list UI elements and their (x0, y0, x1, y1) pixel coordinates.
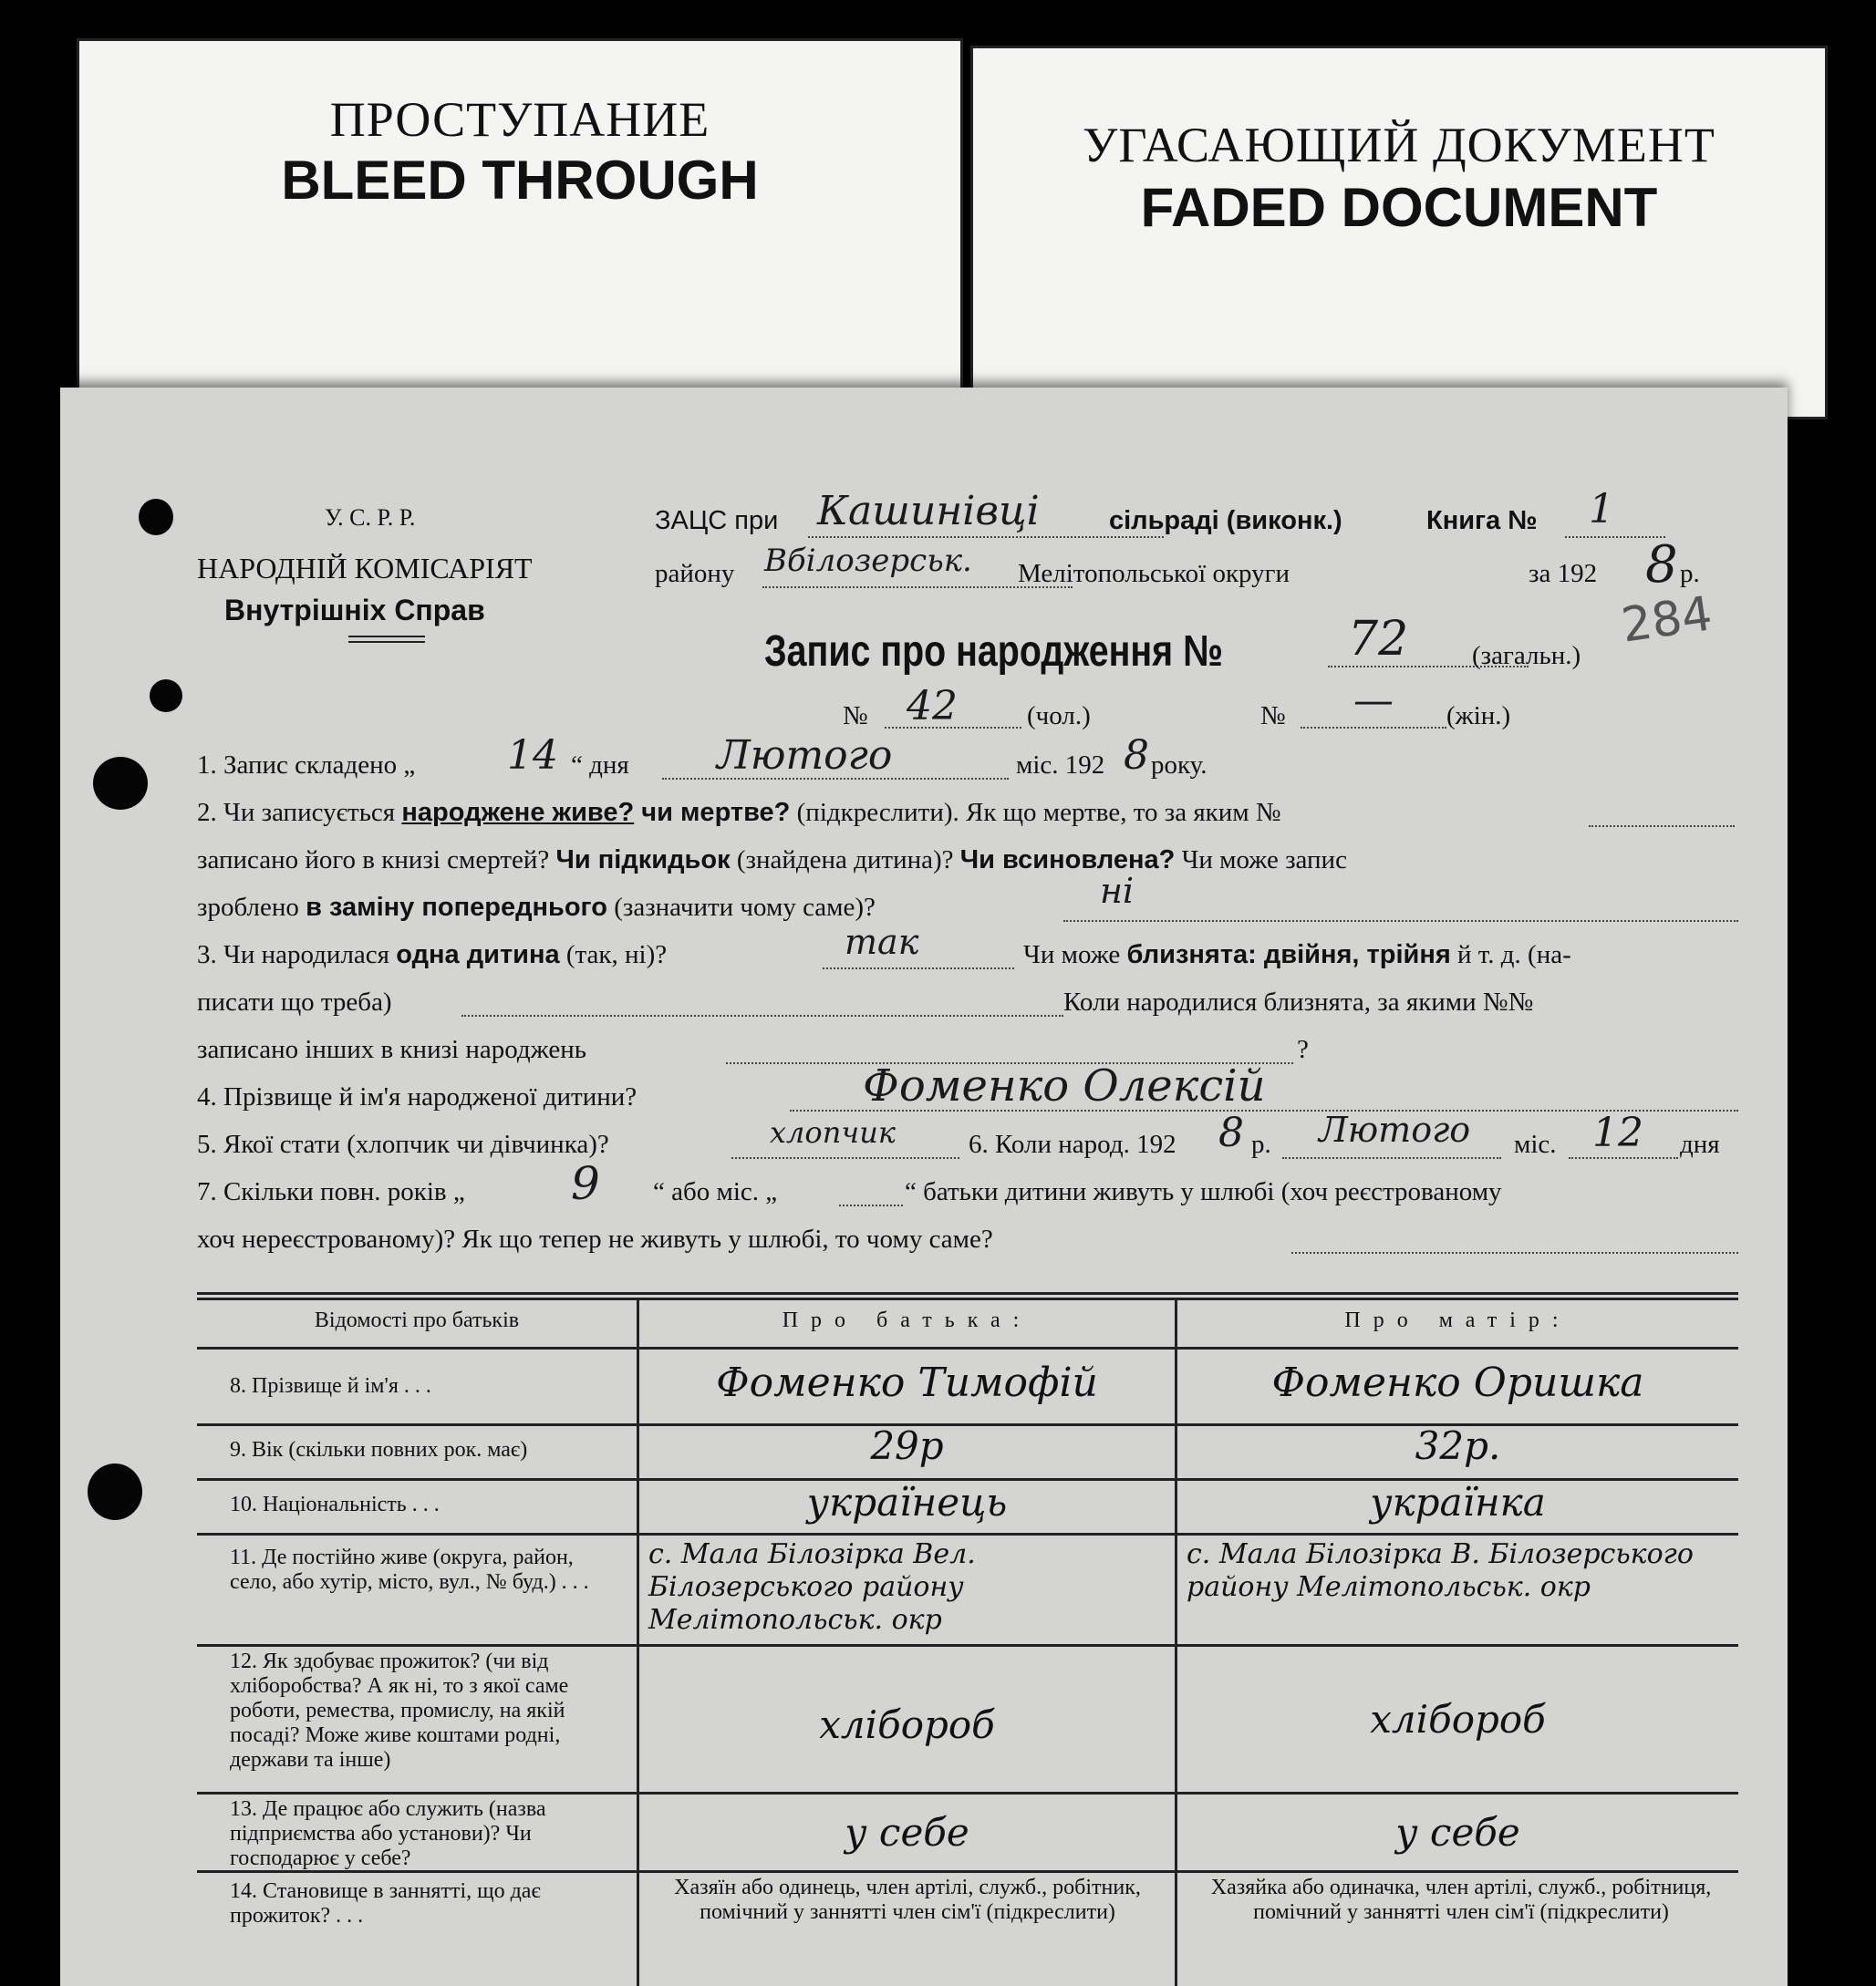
item-7-line1b: “ або міс. „ (653, 1177, 778, 1206)
zacs-suffix: сільраді (виконк.) (1109, 506, 1342, 535)
item-2-adopted: Чи всиновлена? (959, 845, 1176, 874)
field-line (839, 1205, 903, 1206)
father-nationality: українець (806, 1480, 1008, 1525)
table-top-border (197, 1298, 1738, 1300)
field-line (731, 1157, 959, 1159)
ussr-label: У. С. Р. Р. (325, 504, 416, 531)
father-name: Фоменко Тимофій (716, 1360, 1098, 1406)
item-2-text: (зазначити чому саме)? (606, 893, 876, 922)
table-row-border (197, 1792, 1738, 1795)
father-occupation: хлібороб (819, 1702, 995, 1747)
table-top-border (197, 1292, 1738, 1295)
father-employment-status: Хазяїн або одинець, член артілі, служб., робітник, помічний у заннятті член сім'ї (підкреслити) (674, 1876, 1141, 1924)
mother-name: Фоменко Оришка (1271, 1360, 1644, 1406)
item-2-line1 (197, 798, 1281, 828)
item-6-mis: міс. (1514, 1130, 1557, 1159)
item-1-day: 14 (507, 732, 558, 779)
table-header-mother: Про матір: (1344, 1308, 1571, 1332)
item-2-dead: чи мертве? (634, 798, 791, 827)
zacs-value: Кашинівці (817, 488, 1040, 534)
year-suffix: р. (1680, 559, 1700, 588)
table-header-father: Про батька: (782, 1308, 1032, 1332)
punch-hole (88, 1464, 142, 1520)
divider (348, 641, 425, 643)
book-value: 1 (1589, 486, 1614, 533)
item-6-r: р. (1251, 1130, 1271, 1159)
record-number-suffix: (загальн.) (1472, 641, 1581, 670)
field-line (1589, 825, 1735, 827)
item-3-text: 3. Чи народилася (197, 940, 397, 969)
punch-hole (150, 679, 182, 712)
card-ru-label: УГАСАЮЩИЙ ДОКУМЕНТ (1083, 118, 1715, 172)
table-row-label: 8. Прізвище й ім'я . . . (230, 1374, 431, 1398)
child-name: Фоменко Олексій (863, 1060, 1266, 1112)
father-age: 29р (870, 1423, 944, 1468)
table-header-info: Відомості про батьків (314, 1308, 520, 1332)
birth-record-form (60, 388, 1788, 1986)
no-label-2: № (1260, 701, 1286, 730)
bleed-through-card (77, 38, 963, 412)
field-line (1291, 1252, 1738, 1254)
table-row-label: 11. Де постійно живе (округа, район, село, або хутір, місто, вул., № буд.) . . . (230, 1546, 589, 1594)
item-3-line2a: писати що треба) (197, 988, 392, 1017)
field-line (1301, 727, 1446, 729)
item-1-year: 8 (1124, 732, 1149, 779)
table-header-border (197, 1347, 1738, 1350)
ministry-label: Внутрішніх Справ (224, 594, 485, 626)
item-2-text: Чи може запис (1175, 845, 1347, 874)
no-label: № (843, 701, 868, 730)
field-line (808, 536, 1164, 538)
mother-workplace: у себе (1395, 1810, 1520, 1855)
field-line (823, 967, 1014, 969)
item-1-month: Лютого (717, 732, 893, 779)
table-row-label: 13. Де працює або служить (назва підприємства або установи)? Чи господарює у себе? (230, 1797, 546, 1870)
father-workplace: у себе (845, 1810, 969, 1855)
raion-label: району (655, 559, 735, 588)
item-2-alive: народжене живе? (401, 798, 635, 827)
table-row-border (197, 1533, 1738, 1536)
year-value: 8 (1645, 535, 1678, 595)
child-sex: хлопчик (770, 1115, 896, 1150)
item-1-b: “ дня (571, 750, 629, 780)
marriage-years: 9 (571, 1157, 600, 1210)
item-2-replace: в заміну попереднього (306, 893, 607, 922)
item-2-foundling: Чи підкидьок (555, 845, 731, 874)
year-label: за 192 (1529, 559, 1598, 588)
female-number: — (1353, 678, 1394, 724)
record-number: 72 (1348, 612, 1409, 667)
item-3-twins: близнята: двійня, трійня (1126, 940, 1451, 969)
item-2-text: 2. Чи записується (197, 798, 402, 827)
item-2-text: записано його в книзі смертей? (197, 845, 556, 874)
item-2-text: (підкреслити). Як що мертве, то за яким № (790, 798, 1281, 827)
item-3-text: (так, ні)? (559, 940, 668, 969)
mother-age: 32р. (1415, 1423, 1501, 1468)
item-1-d: року. (1151, 750, 1207, 780)
item-7-line1a: 7. Скільки повн. років „ (197, 1177, 465, 1206)
item-3-text: Чи може (1023, 940, 1127, 969)
male-number: 42 (907, 683, 958, 729)
item-5-label: 5. Якої стати (хлопчик чи дівчинка)? (197, 1130, 609, 1159)
book-label: Книга № (1426, 506, 1538, 535)
birth-month: Лютого (1319, 1110, 1471, 1150)
table-row-border (197, 1644, 1738, 1647)
faded-document-card (970, 46, 1828, 419)
item-3-value: так (845, 922, 919, 962)
punch-hole (93, 757, 148, 810)
father-residence: с. Мала Білозірка Вел. Білозерського району Мелітопольськ. окр (648, 1538, 976, 1636)
mother-occupation: хлібороб (1370, 1697, 1546, 1742)
punch-hole (139, 499, 173, 535)
commissariat-label: НАРОДНІЙ КОМІСАРІЯТ (197, 552, 533, 584)
item-7-line2: хоч нереєстрованому)? Як що тепер не живуть у шлюбі, то чому саме? (197, 1225, 993, 1254)
raion-value: Вбілозерськ. (764, 543, 972, 579)
item-3-line1 (197, 940, 667, 970)
divider (348, 636, 425, 637)
item-1-c: міс. 192 (1016, 750, 1105, 780)
item-6-dnya: дня (1680, 1130, 1720, 1159)
card-en-label: BLEED THROUGH (281, 150, 759, 211)
zacs-label: ЗАЦС при (655, 506, 779, 535)
item-6-label: 6. Коли народ. 192 (969, 1130, 1176, 1159)
item-3-single: одна дитина (396, 940, 560, 969)
item-3-text: й т. д. (на- (1450, 940, 1571, 969)
item-2-line3 (197, 893, 876, 923)
birth-day: 12 (1592, 1110, 1643, 1156)
item-4-label: 4. Прізвище й ім'я народженої дитини? (197, 1082, 637, 1112)
item-2-text: (знайдена дитина)? (730, 845, 960, 874)
mother-employment-status: Хазяйка або одиначка, член артілі, служб., робітниця, помічний у заннятті член сім'ї (підкреслити) (1210, 1876, 1712, 1924)
record-title: Запис про народження № (764, 627, 1223, 676)
item-1-a: 1. Запис складено „ (197, 750, 416, 780)
female-label: (жін.) (1446, 701, 1511, 730)
item-2-line2 (197, 845, 1347, 875)
field-line (1282, 1157, 1501, 1159)
okrug-label: Мелітопольської округи (1018, 559, 1290, 588)
mother-nationality: українка (1370, 1480, 1546, 1525)
table-row-label: 10. Національність . . . (230, 1493, 440, 1516)
item-3-line1b (1023, 940, 1571, 970)
field-line (461, 1015, 1063, 1017)
item-7-line1c: “ батьки дитини живуть у шлюбі (хоч реєстрованому (905, 1177, 1502, 1206)
field-line (1569, 1157, 1678, 1159)
card-ru-label: ПРОСТУПАНИЕ (329, 92, 710, 147)
table-row-label: 9. Вік (скільки повних рок. має) (230, 1438, 528, 1462)
mother-residence: с. Мала Білозірка В. Білозерського району Мелітопольськ. окр (1187, 1538, 1694, 1603)
birth-year: 8 (1218, 1110, 1244, 1156)
item-2-value: ні (1100, 871, 1135, 911)
item-3-line2b: Коли народилися близнята, за якими №№ (1063, 988, 1534, 1017)
item-2-text: зроблено (197, 893, 306, 922)
table-row-label: 12. Як здобуває прожиток? (чи від хліборобства? А як ні, то з якої саме роботи, ремества, промислу, на якій посаді? Може живе коштами родні, держави та інше) (230, 1650, 569, 1772)
item-3-line3b: ? (1297, 1035, 1309, 1064)
field-line (1063, 920, 1738, 922)
male-label: (чол.) (1027, 701, 1091, 730)
item-3-line3a: записано інших в книзі народжень (197, 1035, 586, 1064)
table-row-label: 14. Становище в заннятті, що дає прожиток? . . . (230, 1879, 541, 1928)
card-en-label: FADED DOCUMENT (1140, 177, 1658, 238)
pencil-number: 284 (1618, 586, 1715, 654)
